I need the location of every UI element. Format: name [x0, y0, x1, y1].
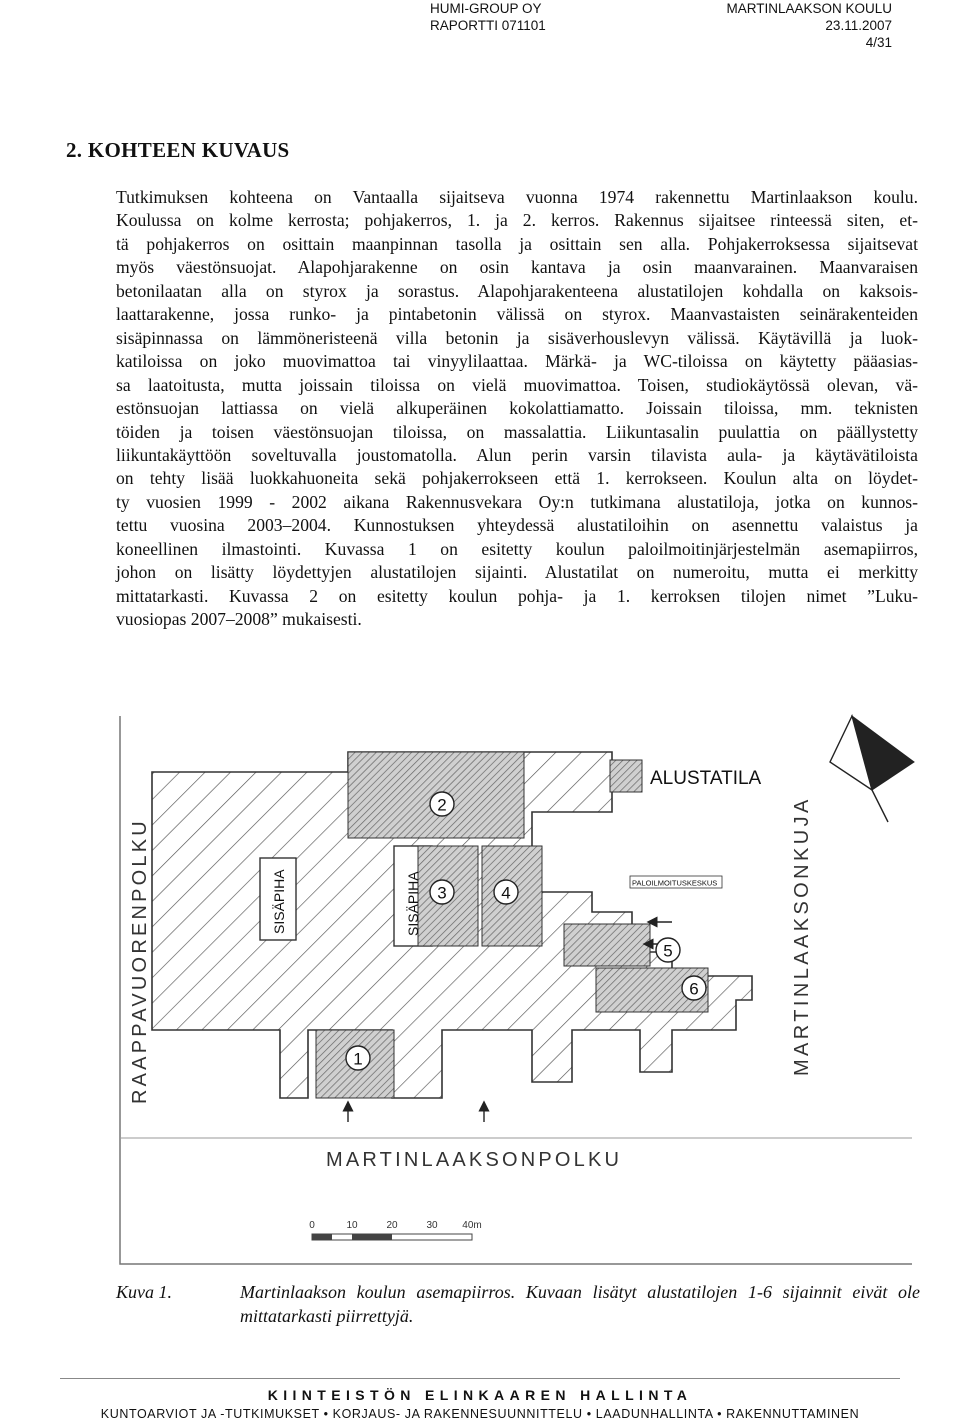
page-number: 4/31	[865, 35, 892, 50]
scale-tick: 0	[309, 1220, 315, 1231]
courtyard-label: SISÄPIHA	[271, 869, 287, 934]
body-line: myös väestönsuojat. Alapohjarakenne on osin kantava ja osin maanvarainen. Maanvaraisen	[116, 257, 918, 278]
legend-swatch	[610, 760, 642, 792]
space-number: 3	[437, 883, 447, 903]
north-arrow-icon	[830, 716, 914, 822]
scale-bar	[309, 1220, 482, 1240]
body-line: Koulussa on kolme kerrosta; pohjakerros, 1. ja 2. kerros. Rakennus sijaitsee rinteessä siten, et-	[116, 210, 918, 231]
body-line: on tehty lisää luokkahuoneita sekä pohjakerrokseen että 1. kerrokseen. Koulun alta on löydet-	[116, 468, 918, 489]
body-line: johon on lisätty löydettyjen alustatilojen sijainti. Alustatilat on numeroitu, mutta ei merkitty	[116, 562, 918, 583]
section-title: 2. KOHTEEN KUVAUS	[66, 138, 290, 162]
space-marker-6	[682, 976, 706, 1000]
space-marker-5	[656, 938, 680, 962]
body-line: Tutkimuksen kohteena on Vantaalla sijaitseva vuonna 1974 rakennettu Martinlaakson koulu.	[116, 187, 918, 207]
report-date: 23.11.2007	[825, 18, 892, 33]
body-line: mittatarkasti. Kuvassa 2 on esitetty koulun pohja- ja 1. kerroksen tilojen nimet ”Luku-	[116, 585, 918, 606]
scale-tick: 30	[426, 1220, 438, 1231]
space-number: 5	[663, 941, 673, 961]
footer-title: KIINTEISTÖN ELINKAAREN HALLINTA	[267, 1387, 693, 1403]
street-label-right: MARTINLAAKSONKUJA	[791, 796, 813, 1076]
footer-services: KUNTOARVIOT JA -TUTKIMUKSET • KORJAUS- JA RAKENNESUUNNITTELU • LAADUNHALLINTA • RAKENNUTTAMINEN	[100, 1407, 860, 1421]
scale-tick: 20	[386, 1220, 398, 1231]
body-line: sa laatoitusta, mutta joissain tiloissa on vielä muovimattoa. Toisen, studiokäytössä olevan, vä-	[116, 374, 918, 395]
site-plan	[112, 712, 920, 1268]
body-line: katiloissa on joko muovimattoa tai vinyylilaattaa. Märkä- ja WC-tiloissa on käytetty pääasias-	[116, 351, 918, 372]
header-right	[726, 0, 892, 51]
crawl-space-5	[564, 924, 650, 966]
figure-label: Kuva 1.	[116, 1282, 172, 1302]
footer-divider	[60, 1378, 900, 1379]
body-line: ty vuosien 1999 - 2002 aikana Rakennusvekara Oy:n tutkimana alustatiloja, jotka on kunnos-	[116, 491, 918, 512]
street-label-bottom: MARTINLAAKSONPOLKU	[326, 1149, 623, 1171]
figure-caption: Martinlaakson koulun asemapiirros. Kuvaan lisätyt alustatilojen 1-6 sijainnit eivät ole mittatarkasti piirrettyjä.	[240, 1282, 920, 1326]
space-marker-4	[494, 880, 518, 904]
body-line: betonilaatan alla on styrox ja sorastus. Alapohjarakenteena alustatilojen kohdalla on kaksois-	[116, 280, 918, 301]
space-number: 6	[689, 979, 699, 999]
space-number: 2	[437, 795, 447, 815]
body-line: vuosiopas 2007–2008” mukaisesti.	[116, 609, 362, 630]
project-name: MARTINLAAKSON KOULU	[726, 1, 892, 16]
body-line: liikuntakäyttöön soveltuvalla joustomatolla. Alun perin varsin tilavista aula- ja käytävätiloista	[116, 444, 918, 465]
body-line: tä pohjakerros on osittain maanpinnan tasolla ja osittain sen alla. Pohjakerroksessa sijaitsevat	[116, 233, 918, 254]
space-marker-3	[430, 880, 454, 904]
scale-tick: 10	[346, 1220, 358, 1231]
body-paragraph	[116, 186, 918, 632]
body-line: töiden ja toisen väestönsuojan tiloissa, on massalattia. Liikuntasalin puulattia on päällystetty	[116, 421, 918, 442]
company-name: HUMI-GROUP OY	[430, 1, 542, 16]
body-line: sisäpinnassa on lämmöneristeenä villa betonin ja sisäverhouslevyn välissä. Käytävillä ja luok-	[116, 327, 918, 348]
report-number: RAPORTTI 071101	[430, 18, 546, 33]
body-line: koneellinen ilmastointi. Kuvassa 1 on esitetty koulun paloilmoitinjärjestelmän asemapiirros,	[116, 538, 918, 559]
panel-label: PALOILMOITUSKESKUS	[632, 878, 718, 888]
body-line: laattarakenne, jossa runko- ja pintabetonin välissä on styrox. Maanvastaisten seinärakenteiden	[116, 304, 918, 325]
legend-label: ALUSTATILA	[650, 768, 762, 789]
space-marker-2	[430, 792, 454, 816]
space-number: 4	[501, 883, 511, 903]
courtyard-label: SISÄPIHA	[405, 871, 421, 936]
space-number: 1	[353, 1049, 363, 1069]
space-marker-1	[346, 1046, 370, 1070]
body-line: estönsuojan lattiassa on vielä alkuperäinen kokolattiamatto. Joissain tiloissa, mm. teknisten	[116, 398, 918, 419]
street-label-left: RAAPPAVUORENPOLKU	[129, 818, 151, 1104]
body-line: tettu vuosina 2003–2004. Kunnostuksen yhteydessä alustatiloihin on asennettu valaistus ja	[116, 515, 918, 536]
header-left	[430, 0, 546, 34]
scale-tick: 40m	[462, 1220, 482, 1231]
